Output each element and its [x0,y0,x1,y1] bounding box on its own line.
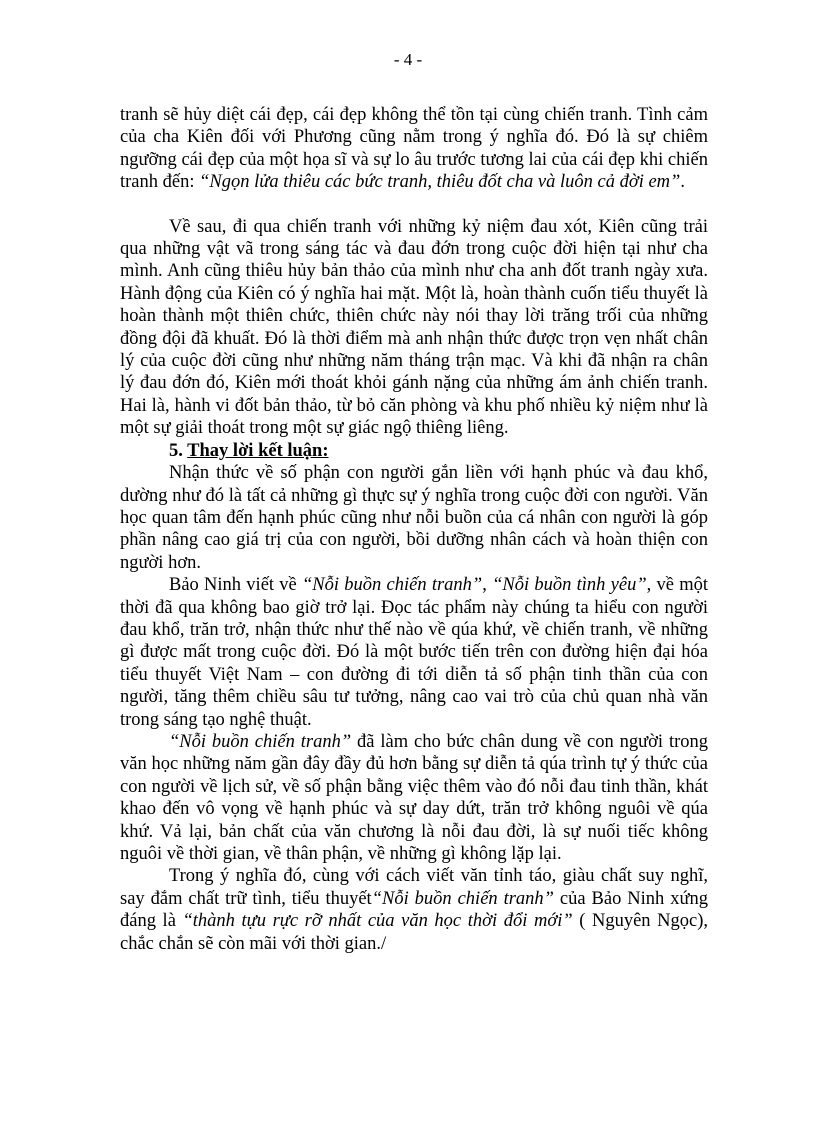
section-heading [120,440,708,462]
paragraph-4 [120,574,708,731]
paragraph-6-quote-1: “Nỗi buồn chiến tranh” [371,888,554,909]
paragraph-6-text-c: ( Nguyên Ngọc), chắc chắn sẽ còn mãi với thời gian./ [120,911,709,954]
paragraph-4-text-b: , [482,575,493,596]
paragraph-3: Nhận thức về số phận con người gắn liền với hạnh phúc và đau khổ, dường như đó là tất cả những gì thực sự ý nghĩa trong cuộc đời con người. Văn học quan tâm đến hạnh phúc cũng như nỗi buồn của cá nhân con người là góp phần nâng cao giá trị của con người, bồi dưỡng nhân cách và hoàn thiện con người hơn. [120,463,708,573]
page-number: - 4 - [393,50,423,69]
paragraph-4-text-a: Bảo Ninh viết về [169,575,303,596]
paragraph-gap [120,194,708,216]
paragraph-4-quote-1: “Nỗi buồn chiến tranh” [302,575,483,596]
paragraph-1 [120,104,708,194]
paragraph-6-quote-2: “thành tựu rực rỡ nhất của văn học thời đổi mới” [182,911,573,932]
paragraph-5 [120,731,708,865]
paragraph-6-text-a: Trong ý nghĩa đó, cùng với cách viết văn tỉnh táo, giàu chất suy nghĩ, say đắm chất trữ tình, tiểu thuyết [120,866,708,909]
paragraph-1-quote: “Ngọn lửa thiêu các bức tranh, thiêu đốt cha và luôn cả đời em” [199,172,681,193]
paragraph-1-text: tranh sẽ hủy diệt cái đẹp, cái đẹp không thể tồn tại cùng chiến tranh. Tình cảm của cha Kiên đối với Phương cũng nằm trong ý nghĩa đó. Đó là sự chiêm ngưỡng cái đẹp của một họa sĩ và sự lo âu trước tương lai của cái đẹp khi chiến tranh đến: [120,105,708,193]
section-heading-number: 5. [169,440,188,461]
paragraph-1-end: . [680,172,685,193]
paragraph-5-quote: “Nỗi buồn chiến tranh” [169,731,352,752]
document-body [120,104,708,955]
paragraph-2: Về sau, đi qua chiến tranh với những kỷ niệm đau xót, Kiên cũng trải qua những vật vã trong sáng tác và đau đớn trong cuộc đời hiện tại như cha mình. Anh cũng thiêu hủy bản thảo của mình như cha anh đốt tranh ngày xưa. Hành động của Kiên có ý nghĩa hai mặt. Một là, hoàn thành cuốn tiểu thuyết là hoàn thành một thiên chức, thiên chức này nói thay lời trăng trối của những đồng đội đã khuất. Đó là thời điểm mà anh nhận thức được trọn vẹn nhất chân lý của cuộc đời cũng như những năm tháng trận mạc. Và khi đã nhận ra chân lý đau đớn đó, Kiên mới thoát khỏi gánh nặng của những ám ảnh chiến tranh. Hai là, hành vi đốt bản thảo, từ bỏ căn phòng và khu phố nhiều kỷ niệm như là một sự giải thoát trong một sự giác ngộ thiêng liêng. [120,216,708,439]
paragraph-4-text-c: , về một thời đã qua không bao giờ trở lại. Đọc tác phẩm này chúng ta hiểu con người đau khổ, trăn trở, nhận thức như thế nào về qúa khứ, về chiến tranh, về những gì được mất trong cuộc đời. Đó là một bước tiến trên con đường hiện đại hóa tiểu thuyết Việt Nam – con đường đi tới diễn tả số phận tinh thần của con người, tăng thêm chiều sâu tư tưởng, nâng cao vai trò của chủ quan nhà văn trong sáng tạo nghệ thuật. [120,575,708,730]
paragraph-4-quote-2: “Nỗi buồn tình yêu” [492,575,647,596]
paragraph-6-text-b: của Bảo Ninh xứng đáng là [120,888,708,932]
section-heading-title: Thay lời kết luận: [187,440,329,461]
paragraph-6 [120,865,708,955]
paragraph-5-text: đã làm cho bức chân dung về con người trong văn học những năm gần đây đầy đủ hơn bằng sự diễn tả qúa trình tự ý thức của con người về lịch sử, về số phận bằng việc thêm vào đó nỗi đau tinh thần, khát khao đến vô vọng về hạnh phúc và sự day dứt, trăn trở không nguôi về qúa khứ. Vả lại, bản chất của văn chương là nỗi đau đời, là sự nuối tiếc không nguôi về thời gian, về thân phận, về những gì không lặp lại. [120,731,708,864]
